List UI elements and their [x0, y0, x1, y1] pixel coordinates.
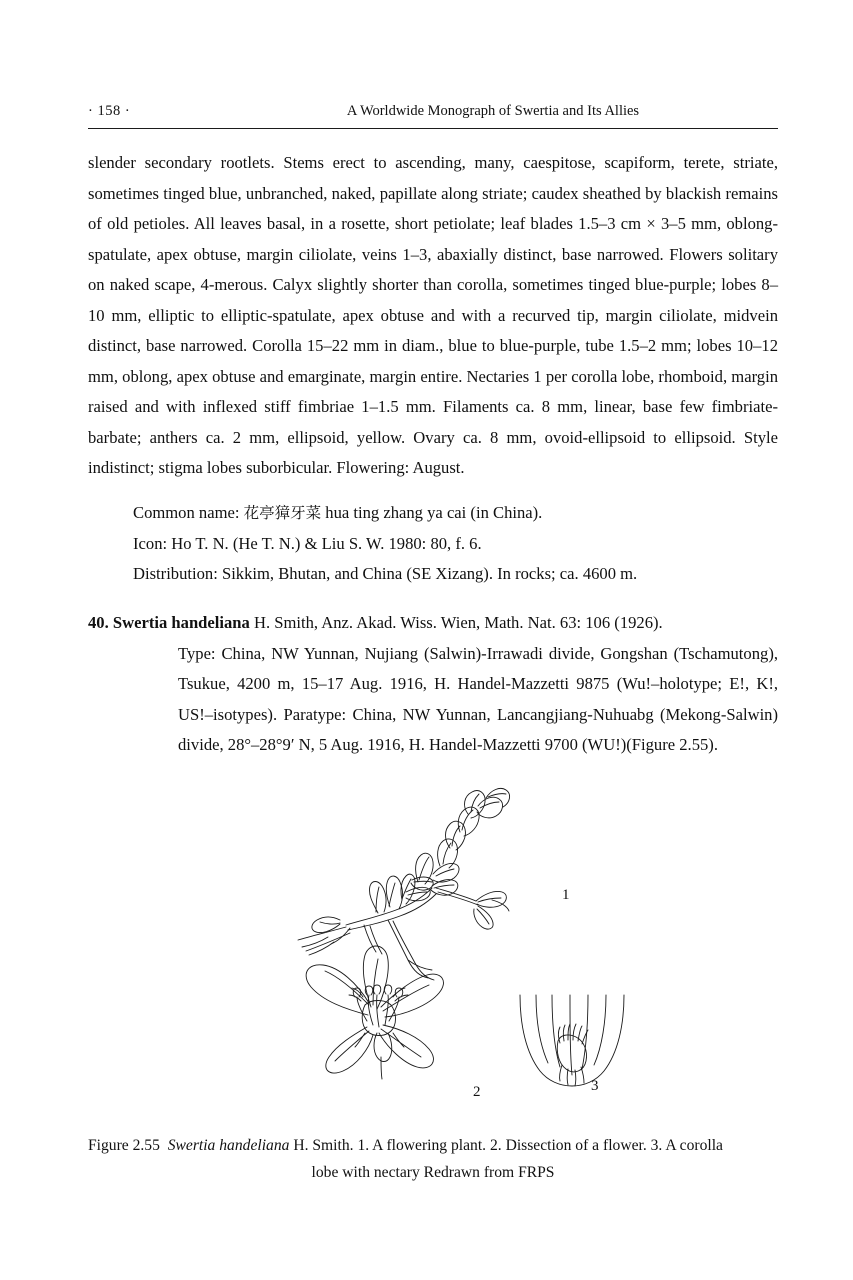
figure-label-1: 1 — [562, 887, 570, 903]
page-number: · 158 · — [88, 103, 131, 119]
figure-caption — [88, 1132, 778, 1186]
common-name-rest: hua ting zhang ya cai (in China). — [321, 503, 543, 522]
figure-caption-species: Swertia handeliana — [167, 1137, 290, 1154]
species-entry-text — [88, 608, 778, 761]
page-header — [88, 103, 778, 120]
header-rule — [88, 128, 778, 129]
species-type-detail: Type: China, NW Yunnan, Nujiang (Salwin)-Irrawadi divide, Gongshan (Tschamutong), Tsukue, 4200 m, 15–17 Aug. 1916, H. Handel-Mazzetti 9875 (Wu!–holotype; E!, K!, US!–isotypes). Paratype: China, NW Yunnan, Lancangjiang-Nuhuabg (Mekong-Salwin) divide, 28°–28°9′ N, 5 Aug. 1916, H. Handel-Mazzetti 9700 (WU!)(Figure 2.55). — [178, 643, 778, 754]
botanical-illustration-svg — [88, 770, 778, 1110]
figure-label-3: 3 — [591, 1078, 599, 1094]
notes-block — [133, 498, 778, 590]
common-name-line — [133, 498, 778, 529]
figure-label-2: 2 — [473, 1084, 481, 1100]
figure-caption-lead: Figure 2.55 — [88, 1137, 160, 1154]
body-paragraph: slender secondary rootlets. Stems erect to ascending, many, caespitose, scapiform, terete, striate, sometimes tinged blue, unbranched, naked, papillate along striate; caudex sheathed by blackish remains of old petioles. All leaves basal, in a rosette, short petiolate; leaf blades 1.5–3 cm × 3–5 mm, oblong-spatulate, apex obtuse, margin ciliolate, veins 1–3, abaxially distinct, base narrowed. Flowers solitary on naked scape, 4-merous. Calyx slightly shorter than corolla, sometimes tinged blue-purple; lobes 8–10 mm, elliptic to elliptic-spatulate, apex obtuse and with a recurved tip, margin ciliolate, midvein distinct, base narrowed. Corolla 15–22 mm in diam., blue to blue-purple, tube 1.5–2 mm; lobes 10–12 mm, oblong, apex obtuse and emarginate, margin entire. Nectaries 1 per corolla lobe, rhomboid, margin raised and with inflexed stiff fimbriae 1–1.5 mm. Filaments ca. 8 mm, linear, base few fimbriate-barbate; anthers ca. 2 mm, ellipsoid, yellow. Ovary ca. 8 mm, ovoid-ellipsoid to ellipsoid. Style indistinct; stigma lobes suborbicular. Flowering: August. — [88, 153, 778, 477]
species-name: Swertia handeliana — [112, 613, 250, 632]
species-authority: H. Smith, Anz. Akad. Wiss. Wien, Math. Nat. 63: 106 (1926). — [249, 613, 663, 632]
distribution-line: Distribution: Sikkim, Bhutan, and China (SE Xizang). In rocks; ca. 4600 m. — [133, 564, 638, 583]
figure-caption-line-2: lobe with nectary Redrawn from FRPS — [311, 1164, 555, 1181]
running-title: A Worldwide Monograph of Swertia and Its Allies — [346, 103, 640, 119]
species-entry — [88, 608, 778, 761]
figure-illustration — [88, 770, 778, 1110]
figure-caption-rest: H. Smith. 1. A flowering plant. 2. Dissection of a flower. 3. A corolla — [289, 1137, 723, 1154]
entry-number: 40. — [88, 613, 113, 632]
figure-caption-line-1 — [88, 1132, 778, 1159]
common-name-label: Common name: — [133, 503, 244, 522]
common-name-cjk: 花亭獐牙菜 — [243, 504, 322, 522]
icon-line: Icon: Ho T. N. (He T. N.) & Liu S. W. 1980: 80, f. 6. — [133, 533, 482, 553]
